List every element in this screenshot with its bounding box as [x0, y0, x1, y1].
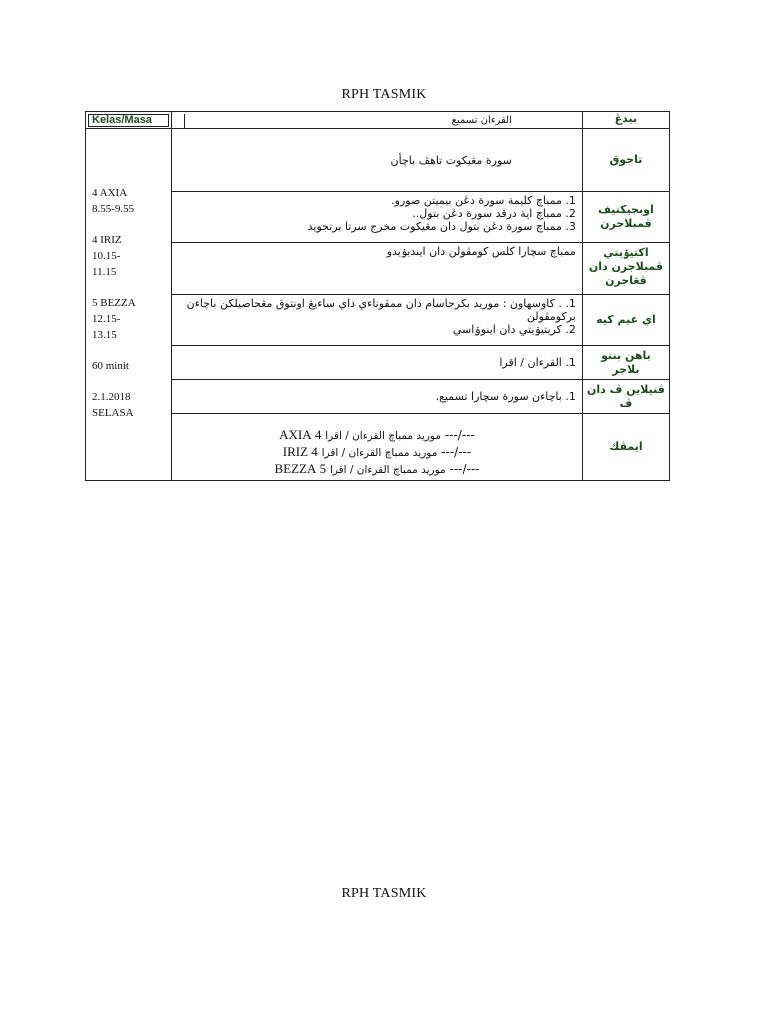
objektif-item: 2. ممباچ اية درڤد سورة دڠن بتول..: [412, 207, 576, 220]
bahan-content: 1. القرءان / اقرا: [172, 346, 583, 380]
subject-label: بيدڠ: [582, 112, 669, 129]
eamk-content: [172, 295, 583, 346]
date: 2.1.2018: [92, 391, 131, 403]
class-time-label: Kelas/Masa: [88, 114, 169, 127]
eamk-label: اي عيم كيه: [582, 295, 669, 346]
day: SELASA: [92, 407, 134, 419]
class-time: 10.15-: [92, 250, 121, 262]
eamk-row: [86, 295, 670, 346]
impak-content: [172, 414, 583, 481]
bahan-label: باهن بنتو بلاجر: [582, 346, 669, 380]
eamk-item: 2. كريتيۏيتي دان اينوۏاسي: [452, 323, 576, 336]
class-block-5bezza: [92, 295, 171, 343]
class-block-4axia: [92, 185, 171, 217]
impak-line: ---/--- موريد ممباچ القرءان / اقرا 4 IRIZ: [282, 444, 472, 459]
objektif-label: اوبجيكتيف ڤمبلاجرن: [582, 192, 669, 243]
impak-line: ---/--- موريد ممباچ القرءان / اقرا 4 AXIA: [279, 427, 475, 442]
duration: 60 minit: [92, 360, 129, 372]
aktiviti-content: ممباچ سچارا كلس كومڤولن دان اينديۏيدو: [172, 243, 583, 295]
tajuk-row: [86, 129, 670, 192]
class-schedule-cell: [86, 129, 172, 481]
page-title: RPH TASMIK: [341, 87, 427, 102]
class-name: 4 IRIZ: [92, 234, 122, 246]
tajuk-label: تاجوق: [582, 129, 669, 192]
eamk-item: 1. . كاوسهاون : موريد بكرجاسام دان ممڤوناءي داي ساءيڠ اونتوق مڠحاصيلكن باچاءن بركومڤولن: [186, 297, 576, 323]
subject-value: القرءان تسميع: [184, 114, 582, 128]
penilaian-row: [86, 380, 670, 414]
date-block: [92, 389, 171, 421]
class-time: 11.15: [92, 266, 117, 278]
class-name: 5 BEZZA: [92, 297, 136, 309]
objektif-content: [172, 192, 583, 243]
rph-table: [85, 111, 670, 481]
bahan-row: [86, 346, 670, 380]
class-time: 13.15: [92, 329, 117, 341]
header-row: [86, 112, 670, 129]
tajuk-content: سورة مڠيكوت تاهڤ باچأن: [172, 129, 583, 192]
impak-line: ---/--- موريد ممباچ القرءان / اقرا 5 BEZZA: [274, 461, 480, 476]
class-time-header: [86, 112, 172, 129]
objektif-item: 3. ممباچ سورة دڠن بتول دان مڠيكوت مخرج سرتا برتجويد: [307, 220, 576, 233]
class-time: 8.55-9.55: [92, 203, 135, 215]
objektif-row: [86, 192, 670, 243]
class-block-4iriz: [92, 232, 171, 280]
class-name: 4 AXIA: [92, 187, 128, 199]
class-time: 12.15-: [92, 313, 121, 325]
penilaian-content: 1. باچاءن سورة سچارا تسميع.: [172, 380, 583, 414]
subject-value-cell: [172, 112, 583, 129]
aktiviti-row: [86, 243, 670, 295]
impak-row: [86, 414, 670, 481]
objektif-item: 1. ممباچ كليمة سورة دڠن بيميتن صورو.: [391, 194, 576, 207]
aktiviti-label: اكتيۏيتي ڤمبلاجرن دان ڤڠاجرن: [582, 243, 669, 295]
impak-label: ايمڤك: [582, 414, 669, 481]
footer-title: RPH TASMIK: [341, 886, 427, 901]
penilaian-label: ڤنيلاين ڤ دان ڤ: [582, 380, 669, 414]
